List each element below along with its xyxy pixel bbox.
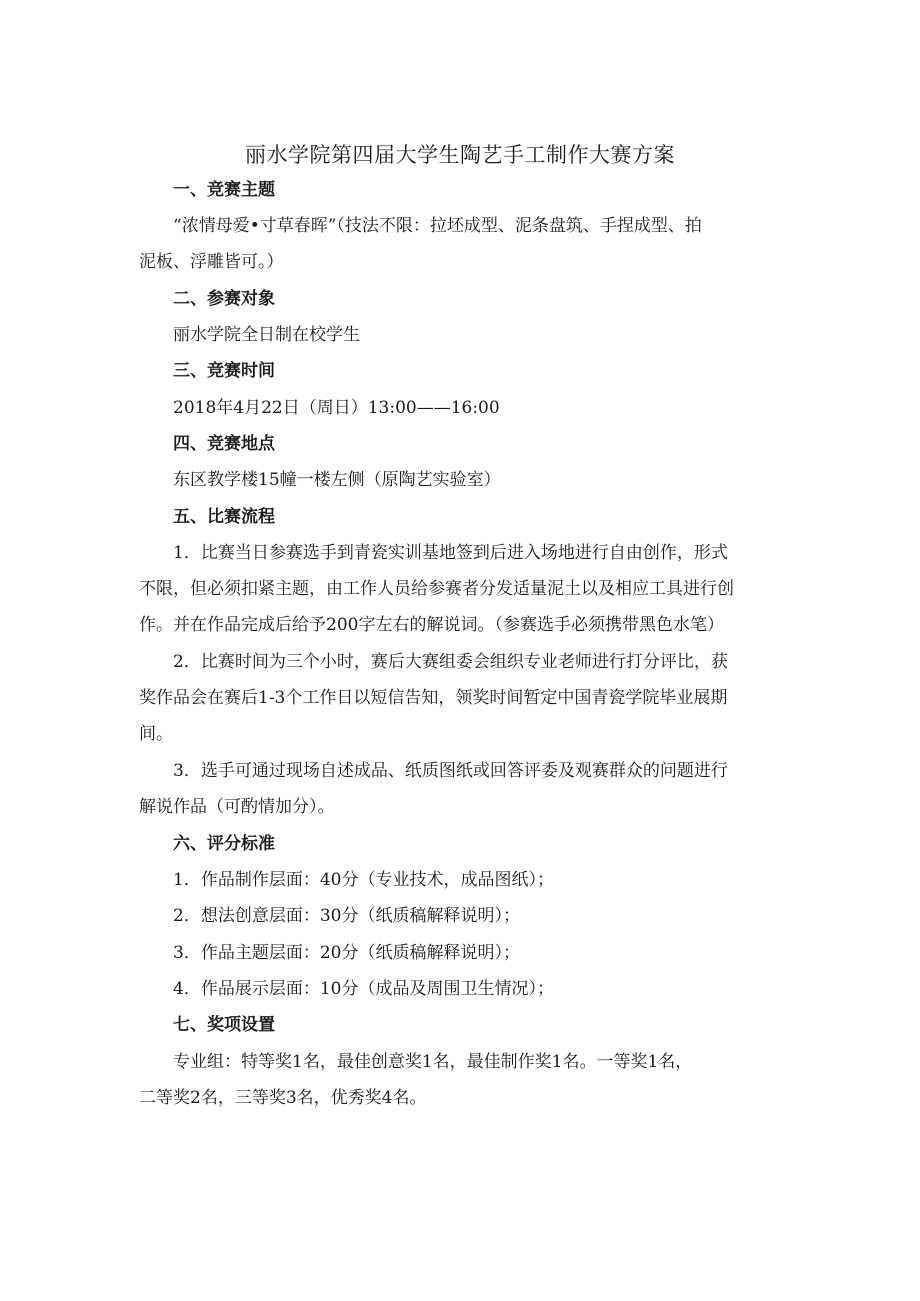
paragraph-line: 2018年4月22日（周日）13:00——16:00 xyxy=(173,398,500,418)
paragraph-line: 3．选手可通过现场自述成品、纸质图纸或回答评委及观赛群众的问题进行 xyxy=(173,761,728,781)
paragraph-line: 3．作品主题层面：20分（纸质稿解释说明）； xyxy=(173,943,520,963)
paragraph-line: 作。并在作品完成后给予200字左右的解说词。（参赛选手必须携带黑色水笔） xyxy=(139,615,724,635)
paragraph-line: 不限，但必须扣紧主题，由工作人员给参赛者分发适量泥土以及相应工具进行创 xyxy=(139,579,734,599)
section-heading: 四、竞赛地点 xyxy=(173,434,275,454)
paragraph-line: 二等奖2名，三等奖3名，优秀奖4名。 xyxy=(139,1088,427,1108)
section-heading: 七、奖项设置 xyxy=(173,1015,275,1035)
section-heading: 二、参赛对象 xyxy=(173,289,275,309)
paragraph-line: 专业组：特等奖1名，最佳创意奖1名，最佳制作奖1名。一等奖1名， xyxy=(173,1052,693,1072)
section-heading: 一、竞赛主题 xyxy=(173,180,275,200)
paragraph-line: 东区教学楼15幢一楼左侧（原陶艺实验室） xyxy=(173,470,501,490)
paragraph-line: 解说作品（可酌情加分）。 xyxy=(139,797,335,817)
paragraph-line: “浓情母爱•寸草春晖”（技法不限：拉坯成型、泥条盘筑、手捏成型、拍 xyxy=(173,216,702,236)
paragraph-line: 2．想法创意层面：30分（纸质稿解释说明）； xyxy=(173,906,520,926)
paragraph-line: 4．作品展示层面：10分（成品及周围卫生情况）； xyxy=(173,979,554,999)
paragraph-line: 2．比赛时间为三个小时，赛后大赛组委会组织专业老师进行打分评比，获 xyxy=(173,652,728,672)
paragraph-line: 间。 xyxy=(139,724,173,744)
paragraph-line: 泥板、浮雕皆可。） xyxy=(139,252,284,272)
section-heading: 五、比赛流程 xyxy=(173,507,275,527)
paragraph-line: 1．比赛当日参赛选手到青瓷实训基地签到后进入场地进行自由创作，形式 xyxy=(173,543,728,563)
section-heading: 六、评分标准 xyxy=(173,834,275,854)
paragraph-line: 丽水学院全日制在校学生 xyxy=(173,325,360,345)
paragraph-line: 奖作品会在赛后1-3个工作日以短信告知，领奖时间暂定中国青瓷学院毕业展期 xyxy=(139,688,728,708)
document-title: 丽水学院第四届大学生陶艺手工制作大赛方案 xyxy=(245,143,675,167)
paragraph-line: 1．作品制作层面：40分（专业技术，成品图纸）； xyxy=(173,870,554,890)
section-heading: 三、竞赛时间 xyxy=(173,361,275,381)
